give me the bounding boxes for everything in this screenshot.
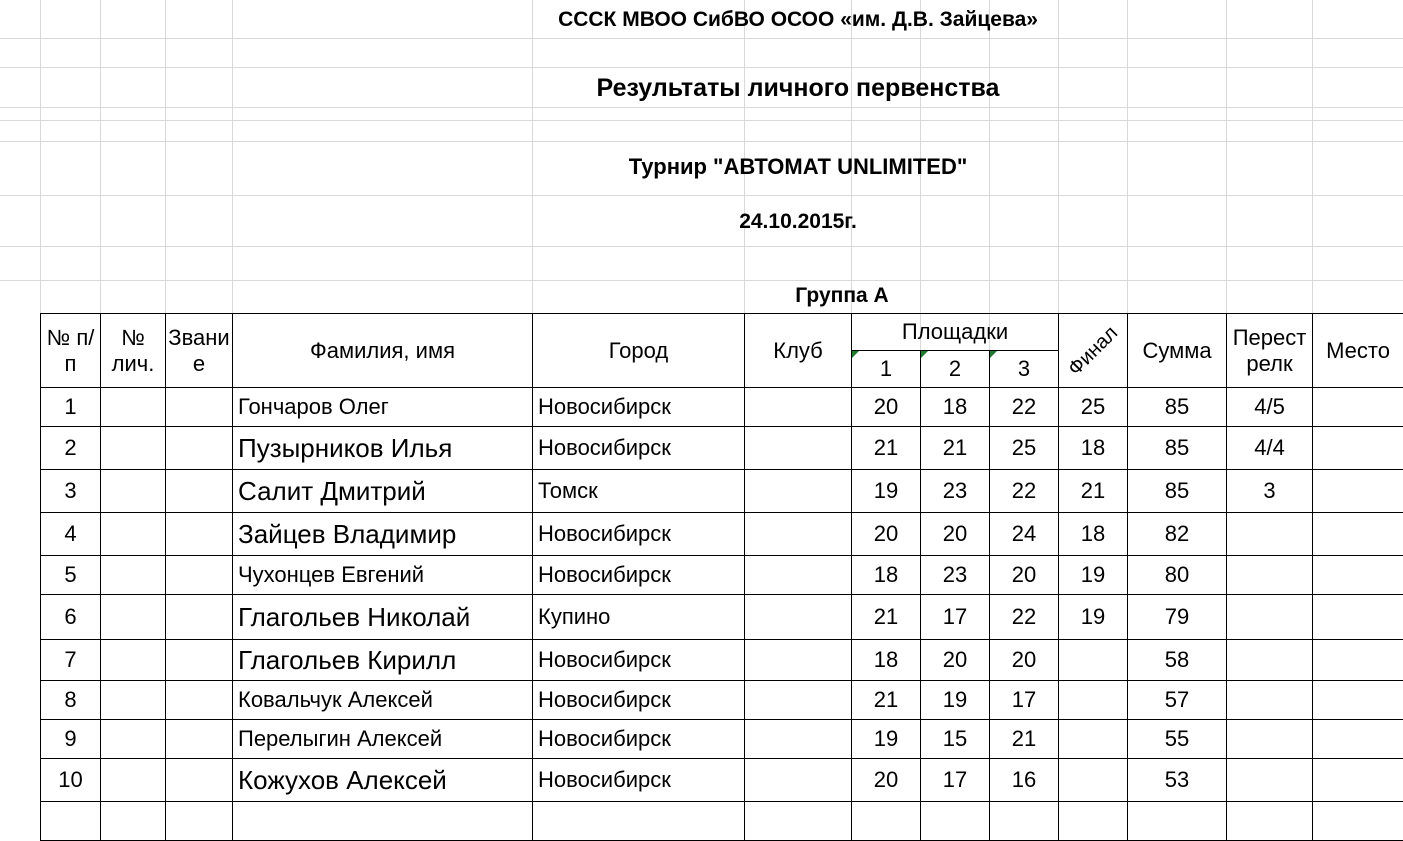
cell-num: 5: [41, 556, 101, 595]
cell-total: 79: [1128, 595, 1227, 640]
cell-rank: [166, 681, 233, 720]
cell-station-3: [990, 802, 1059, 841]
table-row: [41, 388, 1403, 427]
table-row: [41, 681, 1403, 720]
grid-line: [0, 120, 1403, 121]
results-table: [40, 313, 1403, 841]
cell-station-2: [921, 802, 990, 841]
cell-personal-num: [101, 802, 166, 841]
cell-station-1: 18: [852, 556, 921, 595]
header-final-label: Финал: [1063, 321, 1124, 382]
cell-place: [1313, 802, 1403, 841]
cell-personal-num: [101, 427, 166, 470]
table-row: [41, 802, 1403, 841]
grid-line: [0, 246, 1403, 247]
cell-num: 9: [41, 720, 101, 759]
cell-station-2: 23: [921, 470, 990, 513]
cell-station-2: 15: [921, 720, 990, 759]
tournament-title: Турнир "АВТОМАТ UNLIMITED": [0, 154, 1403, 180]
cell-city: Новосибирск: [533, 759, 745, 802]
table-row: [41, 427, 1403, 470]
cell-personal-num: [101, 640, 166, 681]
cell-city: Купино: [533, 595, 745, 640]
header-station-2: 2: [921, 351, 990, 388]
grid-line: [0, 195, 1403, 196]
cell-station-2: 23: [921, 556, 990, 595]
group-label: Группа А: [744, 284, 940, 308]
cell-city: Новосибирск: [533, 640, 745, 681]
cell-total: 80: [1128, 556, 1227, 595]
table-row: [41, 720, 1403, 759]
cell-shootoff: [1227, 720, 1313, 759]
cell-station-1: 20: [852, 388, 921, 427]
header-shootoff: Перестрелк: [1227, 314, 1313, 388]
cell-place: [1313, 720, 1403, 759]
header-num: № п/п: [41, 314, 101, 388]
cell-name: Перелыгин Алексей: [233, 720, 533, 759]
cell-shootoff: [1227, 802, 1313, 841]
header-stations: Площадки: [852, 314, 1059, 351]
cell-shootoff: [1227, 556, 1313, 595]
grid-line: [0, 67, 1403, 68]
cell-personal-num: [101, 556, 166, 595]
cell-station-3: 20: [990, 640, 1059, 681]
cell-city: Новосибирск: [533, 513, 745, 556]
cell-final: 19: [1059, 556, 1128, 595]
cell-name: Ковальчук Алексей: [233, 681, 533, 720]
cell-club: [745, 640, 852, 681]
cell-club: [745, 556, 852, 595]
cell-name: Глагольев Николай: [233, 595, 533, 640]
cell-club: [745, 681, 852, 720]
grid-line: [0, 107, 1403, 108]
cell-num: 8: [41, 681, 101, 720]
cell-city: [533, 802, 745, 841]
cell-final: 25: [1059, 388, 1128, 427]
organization-title: СССК МВОО СибВО ОСОО «им. Д.В. Зайцева»: [0, 8, 1403, 32]
cell-rank: [166, 556, 233, 595]
cell-station-1: [852, 802, 921, 841]
cell-city: Новосибирск: [533, 556, 745, 595]
cell-place: [1313, 427, 1403, 470]
cell-total: 82: [1128, 513, 1227, 556]
cell-num: 1: [41, 388, 101, 427]
cell-club: [745, 720, 852, 759]
cell-total: 85: [1128, 388, 1227, 427]
cell-club: [745, 388, 852, 427]
header-final: [1059, 314, 1128, 388]
cell-station-1: 19: [852, 720, 921, 759]
cell-personal-num: [101, 681, 166, 720]
header-row: [41, 314, 1403, 351]
tournament-date: 24.10.2015г.: [0, 210, 1403, 234]
cell-total: [1128, 802, 1227, 841]
cell-name: Глагольев Кирилл: [233, 640, 533, 681]
cell-rank: [166, 640, 233, 681]
cell-shootoff: 4/5: [1227, 388, 1313, 427]
cell-place: [1313, 513, 1403, 556]
table-row: [41, 470, 1403, 513]
cell-final: [1059, 720, 1128, 759]
cell-club: [745, 513, 852, 556]
cell-station-2: 17: [921, 595, 990, 640]
cell-city: Новосибирск: [533, 427, 745, 470]
cell-rank: [166, 802, 233, 841]
cell-name: Пузырников Илья: [233, 427, 533, 470]
header-club: Клуб: [745, 314, 852, 388]
cell-total: 85: [1128, 470, 1227, 513]
cell-personal-num: [101, 595, 166, 640]
cell-final: 21: [1059, 470, 1128, 513]
cell-station-2: 18: [921, 388, 990, 427]
cell-station-3: 16: [990, 759, 1059, 802]
table-row: [41, 513, 1403, 556]
header-city: Город: [533, 314, 745, 388]
cell-place: [1313, 640, 1403, 681]
cell-city: Новосибирск: [533, 681, 745, 720]
cell-station-2: 20: [921, 640, 990, 681]
results-subtitle: Результаты личного первенства: [0, 74, 1403, 103]
header-station-1: 1: [852, 351, 921, 388]
grid-line: [0, 280, 1403, 281]
cell-station-3: 17: [990, 681, 1059, 720]
cell-name: [233, 802, 533, 841]
cell-station-2: 17: [921, 759, 990, 802]
cell-shootoff: [1227, 681, 1313, 720]
cell-num: [41, 802, 101, 841]
cell-num: 7: [41, 640, 101, 681]
cell-station-3: 20: [990, 556, 1059, 595]
cell-place: [1313, 556, 1403, 595]
cell-name: Зайцев Владимир: [233, 513, 533, 556]
cell-station-3: 24: [990, 513, 1059, 556]
cell-rank: [166, 427, 233, 470]
grid-line: [0, 38, 1403, 39]
cell-station-3: 22: [990, 595, 1059, 640]
cell-shootoff: [1227, 595, 1313, 640]
table-row: [41, 556, 1403, 595]
cell-name: Кожухов Алексей: [233, 759, 533, 802]
cell-city: Новосибирск: [533, 720, 745, 759]
cell-station-1: 21: [852, 427, 921, 470]
cell-city: Томск: [533, 470, 745, 513]
cell-rank: [166, 720, 233, 759]
cell-station-1: 21: [852, 681, 921, 720]
cell-final: 19: [1059, 595, 1128, 640]
cell-num: 10: [41, 759, 101, 802]
cell-station-2: 19: [921, 681, 990, 720]
header-total: Сумма: [1128, 314, 1227, 388]
cell-shootoff: [1227, 759, 1313, 802]
cell-station-1: 21: [852, 595, 921, 640]
cell-total: 57: [1128, 681, 1227, 720]
cell-place: [1313, 595, 1403, 640]
cell-personal-num: [101, 470, 166, 513]
cell-final: 18: [1059, 513, 1128, 556]
cell-shootoff: [1227, 640, 1313, 681]
header-station-3: 3: [990, 351, 1059, 388]
cell-final: [1059, 640, 1128, 681]
header-rank: Звание: [166, 314, 233, 388]
cell-station-3: 22: [990, 470, 1059, 513]
cell-rank: [166, 388, 233, 427]
cell-shootoff: 4/4: [1227, 427, 1313, 470]
cell-total: 55: [1128, 720, 1227, 759]
cell-city: Новосибирск: [533, 388, 745, 427]
cell-num: 6: [41, 595, 101, 640]
cell-rank: [166, 595, 233, 640]
cell-place: [1313, 681, 1403, 720]
cell-personal-num: [101, 388, 166, 427]
cell-club: [745, 759, 852, 802]
cell-club: [745, 802, 852, 841]
cell-place: [1313, 388, 1403, 427]
cell-name: Салит Дмитрий: [233, 470, 533, 513]
cell-total: 58: [1128, 640, 1227, 681]
cell-final: [1059, 759, 1128, 802]
cell-num: 4: [41, 513, 101, 556]
cell-personal-num: [101, 720, 166, 759]
cell-station-1: 19: [852, 470, 921, 513]
cell-total: 85: [1128, 427, 1227, 470]
cell-final: [1059, 681, 1128, 720]
cell-rank: [166, 759, 233, 802]
cell-personal-num: [101, 759, 166, 802]
header-personal-num: № лич.: [101, 314, 166, 388]
cell-num: 2: [41, 427, 101, 470]
cell-station-1: 20: [852, 513, 921, 556]
cell-station-1: 18: [852, 640, 921, 681]
cell-name: Гончаров Олег: [233, 388, 533, 427]
header-name: Фамилия, имя: [233, 314, 533, 388]
cell-place: [1313, 759, 1403, 802]
cell-station-1: 20: [852, 759, 921, 802]
cell-club: [745, 427, 852, 470]
cell-num: 3: [41, 470, 101, 513]
cell-rank: [166, 470, 233, 513]
cell-station-3: 22: [990, 388, 1059, 427]
cell-final: [1059, 802, 1128, 841]
grid-line: [0, 141, 1403, 142]
table-row: [41, 640, 1403, 681]
table-row: [41, 759, 1403, 802]
cell-personal-num: [101, 513, 166, 556]
cell-name: Чухонцев Евгений: [233, 556, 533, 595]
cell-station-2: 20: [921, 513, 990, 556]
cell-final: 18: [1059, 427, 1128, 470]
cell-total: 53: [1128, 759, 1227, 802]
cell-shootoff: 3: [1227, 470, 1313, 513]
cell-station-3: 21: [990, 720, 1059, 759]
table-row: [41, 595, 1403, 640]
cell-club: [745, 470, 852, 513]
cell-station-2: 21: [921, 427, 990, 470]
header-place: Место: [1313, 314, 1403, 388]
cell-club: [745, 595, 852, 640]
cell-station-3: 25: [990, 427, 1059, 470]
cell-rank: [166, 513, 233, 556]
cell-place: [1313, 470, 1403, 513]
cell-shootoff: [1227, 513, 1313, 556]
